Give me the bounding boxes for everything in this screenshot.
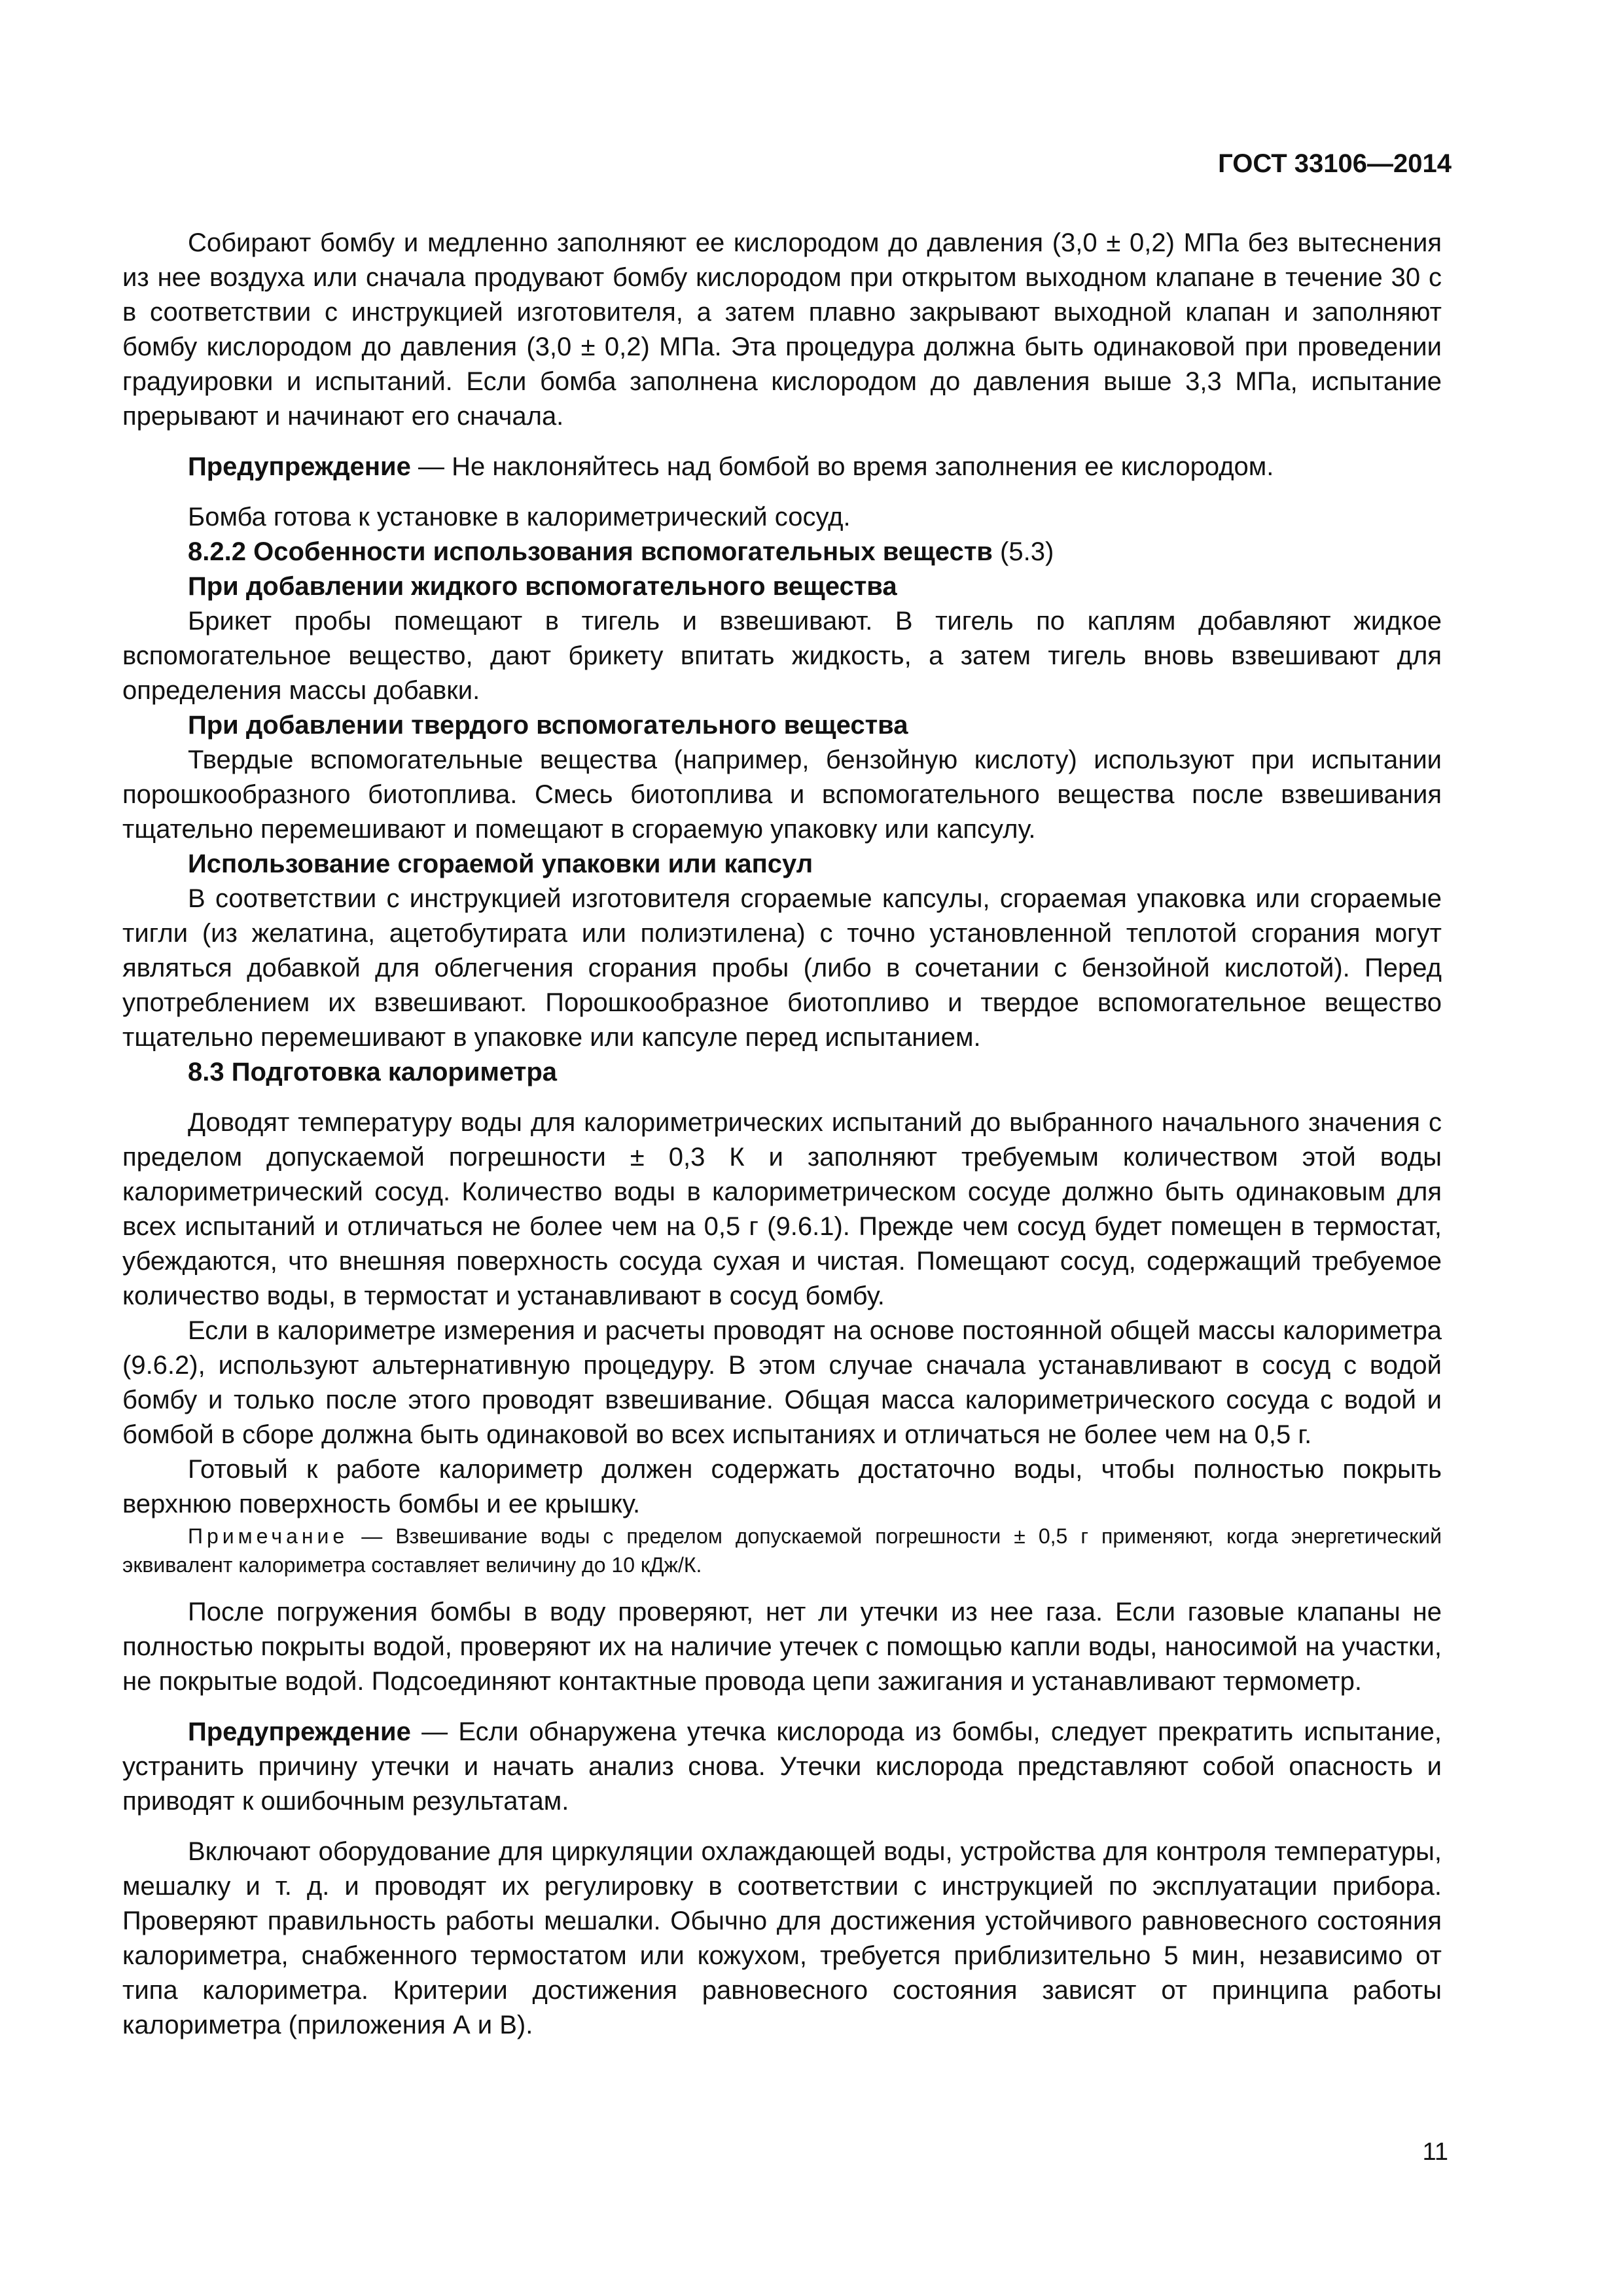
page-number: 11 — [1422, 2138, 1448, 2166]
section-title: Особенности использования вспомогательных веществ — [253, 537, 993, 566]
paragraph-constant-mass: Если в калориметре измерения и расчеты проводят на основе постоянной общей массы калориметра (9.6.2), используют альтернативную процедуру. В этом случае сначала устанавливают в сосуд с водой бомбу и только после этого проводят взвешивание. Общая масса калориметрического сосуда с водой и бомбой в сборе должна быть одинаковой во всех испытаниях и отличаться не более чем на 0,5 г. — [122, 1316, 1442, 1449]
paragraph-ready-calorimeter: Готовый к работе калориметр должен содержать достаточно воды, чтобы полностью покрыть верхнюю поверхность бомбы и ее крышку. — [122, 1455, 1442, 1518]
warning-label: Предупреждение — [188, 1717, 411, 1746]
paragraph-water-temperature: Доводят температуру воды для калориметрических испытаний до выбранного начального значения с пределом допускаемой погрешности ± 0,3 К и заполняют требуемым количеством этой воды калориметрический сосуд. Количество воды в калориметрическом сосуде должно быть одинаковым для всех испытаний и отличаться не более чем на 0,5 г (9.6.1). Прежде чем сосуд будет помещен в термостат, убеждаются, что внешняя поверхность сосуда сухая и чистая. Помещают сосуд, содержащий требуемое количество воды, в термостат и устанавливают в сосуд бомбу. — [122, 1108, 1442, 1310]
warning-text: — Если обнаружена утечка кислорода из бомбы, следует прекратить испытание, устранить причину утечки и начать анализ снова. Утечки кислорода представляют собой опасность и приводят к ошибочным результатам. — [122, 1717, 1442, 1816]
paragraph-bomb-filling: Собирают бомбу и медленно заполняют ее кислородом до давления (3,0 ± 0,2) МПа без вытеснения из нее воздуха или сначала продувают бомбу кислородом при открытом выходном клапане в течение 30 с в соответствии с инструкцией изготовителя, а затем плавно закрывают выходной клапан и заполняют бомбу кислородом до давления (3,0 ± 0,2) МПа. Эта процедура должна быть одинаковой при проведении градуировки и испытаний. Если бомба заполнена кислородом до давления выше 3,3 МПа, испытание прерывают и начинают его сначала. — [122, 228, 1442, 431]
paragraph-bomb-ready: Бомба готова к установке в калориметрический сосуд. — [188, 503, 851, 531]
note-label: Примечание — [188, 1524, 349, 1548]
section-number: 8.3 — [188, 1058, 224, 1086]
warning-leak — [122, 1715, 1442, 1819]
document-body — [122, 226, 1442, 2043]
subheading-liquid: При добавлении жидкого вспомогательного вещества — [188, 572, 897, 601]
paragraph-solid: Твердые вспомогательные вещества (например, бензойную кислоту) используют при испытании порошкообразного биотоплива. Смесь биотоплива и вспомогательного вещества после взвешивания тщательно перемешивают и помещают в сгораемую упаковку или капсулу. — [122, 745, 1442, 844]
paragraph-liquid: Брикет пробы помещают в тигель и взвешивают. В тигель по каплям добавляют жидкое вспомогательное вещество, дают брикету впитать жидкость, а затем тигель вновь взвешивают для определения массы добавки. — [122, 607, 1442, 705]
section-heading-8-2-2 — [122, 535, 1442, 569]
subheading-capsule: Использование сгораемой упаковки или капсул — [188, 850, 813, 878]
warning-oxygen-filling — [122, 450, 1442, 484]
section-number: 8.2.2 — [188, 537, 246, 566]
paragraph-leak-check: После погружения бомбы в воду проверяют, нет ли утечки из нее газа. Если газовые клапаны не полностью покрыты водой, проверяют их на наличие утечек с помощью капли воды, наносимой на участки, не покрытые водой. Подсоединяют контактные провода цепи зажигания и устанавливают термометр. — [122, 1598, 1442, 1696]
document-header: ГОСТ 33106—2014 — [1218, 149, 1452, 178]
warning-label: Предупреждение — [188, 452, 411, 481]
note — [122, 1522, 1442, 1579]
note-text: — Взвешивание воды с пределом допускаемой погрешности ± 0,5 г применяют, когда энергетический эквивалент калориметра составляет величину до 10 кДж/К. — [122, 1524, 1442, 1577]
paragraph-capsule: В соответствии с инструкцией изготовителя сгораемые капсулы, сгораемая упаковка или сгораемые тигли (из желатина, ацетобутирата или полиэтилена) с точно установленной теплотой сгорания могут являться добавкой для облегчения сгорания пробы (либо в сочетании с бензойной кислотой). Перед употреблением их взвешивают. Порошкообразное биотопливо и твердое вспомогательное вещество тщательно перемешивают в упаковке или капсуле перед испытанием. — [122, 884, 1442, 1052]
section-title: Подготовка калориметра — [231, 1058, 557, 1086]
section-ref: (5.3) — [992, 537, 1054, 566]
paragraph-equipment: Включают оборудование для циркуляции охлаждающей воды, устройства для контроля температуры, мешалку и т. д. и проводят их регулировку в соответствии с инструкцией по эксплуатации прибора. Проверяют правильность работы мешалки. Обычно для достижения устойчивого равновесного состояния калориметра, снабженного термостатом или кожухом, требуется приблизительно 5 мин, независимо от типа калориметра. Критерии достижения равновесного состояния зависят от принципа работы калориметра (приложения А и В). — [122, 1837, 1442, 2039]
section-heading-8-3 — [122, 1055, 1442, 1090]
warning-text: — Не наклоняйтесь над бомбой во время заполнения ее кислородом. — [410, 452, 1274, 481]
subheading-solid: При добавлении твердого вспомогательного вещества — [188, 711, 908, 740]
